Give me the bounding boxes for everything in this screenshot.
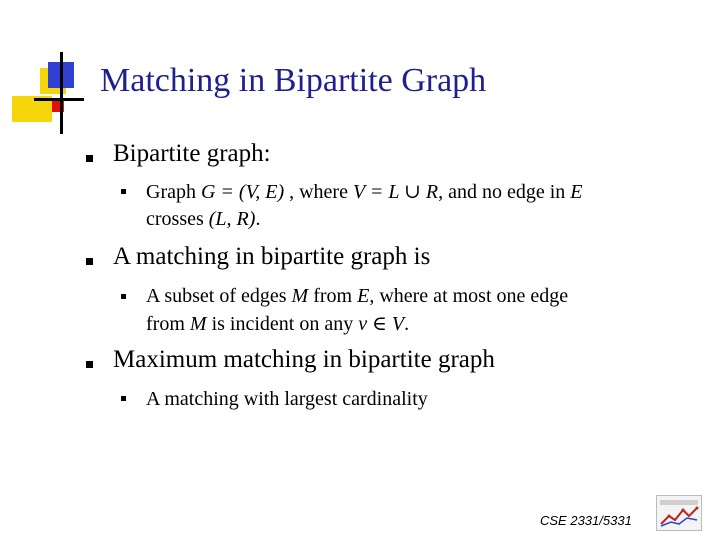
bullet-marker: [86, 258, 93, 265]
bullet-marker: [86, 155, 93, 162]
sub-bullet-2-line1: A subset of edges M from E, where at most one edge: [146, 285, 569, 307]
deco-vertical-line: [60, 52, 63, 134]
sub-bullet-2-line2: from M is incident on any v ∈ V.: [146, 313, 410, 335]
bullet-3-text: Maximum matching in bipartite graph: [113, 346, 495, 373]
sub-bullet-1-line1: Graph G = (V, E) , where V = L ∪ R, and no edge in E: [146, 181, 583, 203]
bullet-1-text: Bipartite graph:: [113, 140, 271, 167]
sub-bullet-3-line1: A matching with largest cardinality: [146, 388, 428, 410]
corner-decoration: [0, 0, 90, 140]
footer-course-code: CSE 2331/5331: [540, 513, 632, 528]
bullet-2-text: A matching in bipartite graph is: [113, 243, 431, 270]
footer-logo: [656, 495, 702, 531]
sub-bullet-marker: [121, 189, 126, 194]
sub-bullet-marker: [121, 294, 126, 299]
slide-title: Matching in Bipartite Graph: [100, 62, 487, 99]
deco-horizontal-line: [34, 98, 84, 101]
sub-bullet-marker: [121, 396, 126, 401]
bullet-marker: [86, 361, 93, 368]
footer-logo-graphic: [657, 496, 701, 530]
sub-bullet-1-line2: crosses (L, R).: [146, 208, 261, 230]
